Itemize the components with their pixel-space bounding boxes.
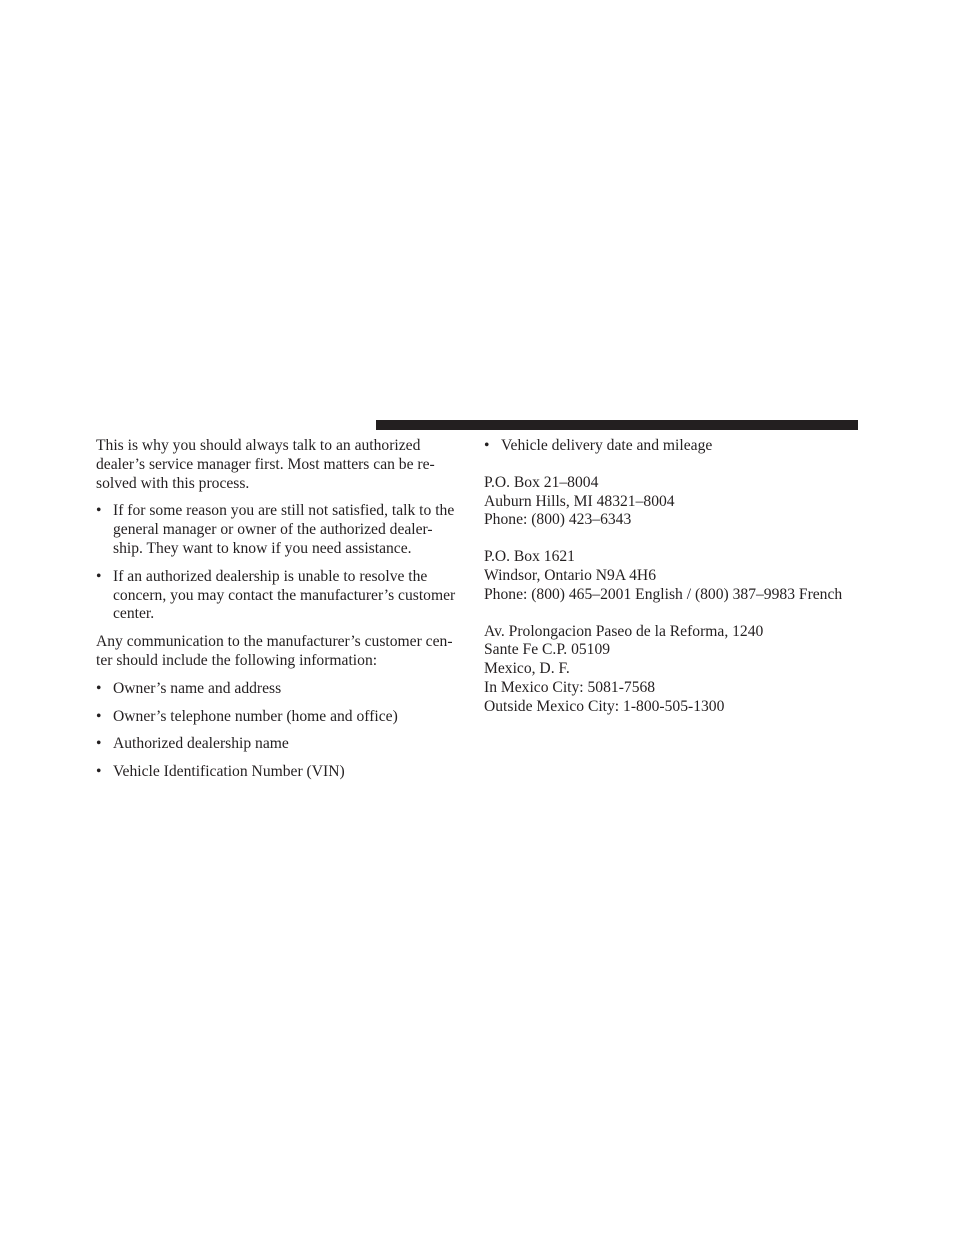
escalation-steps-list — [96, 502, 469, 624]
intro-paragraph — [96, 437, 469, 493]
list-item-text: Authorized dealership name — [113, 735, 289, 753]
required-info-list — [96, 680, 469, 782]
list-item — [96, 763, 469, 782]
address-line: P.O. Box 1621 — [484, 548, 575, 566]
address-line: Outside Mexico City: 1-800-505-1300 — [484, 697, 725, 715]
address-block — [484, 474, 864, 530]
list-item — [96, 735, 469, 754]
address-line: Sante Fe C.P. 05109 — [484, 641, 611, 659]
list-item-line: concern, you may contact the manufacturer’s customer — [113, 586, 456, 604]
bullet-icon: • — [96, 707, 102, 725]
list-item-text: Owner’s telephone number (home and office) — [113, 707, 398, 725]
bullet-icon: • — [96, 567, 102, 585]
address-line: Av. Prolongacion Paseo de la Reforma, 1240 — [484, 622, 764, 640]
communication-line: ter should include the following information: — [96, 651, 378, 669]
list-item-line: If an authorized dealership is unable to resolve the — [113, 567, 428, 585]
list-item — [96, 680, 469, 699]
intro-line: solved with this process. — [96, 474, 250, 492]
address-line: In Mexico City: 5081-7568 — [484, 678, 656, 696]
bullet-icon: • — [484, 437, 490, 454]
list-item-text: Vehicle delivery date and mileage — [501, 437, 713, 454]
address-line: Phone: (800) 423–6343 — [484, 511, 632, 529]
list-item-text: Vehicle Identification Number (VIN) — [113, 763, 345, 781]
intro-line: dealer’s service manager first. Most matters can be re- — [96, 455, 435, 473]
bullet-icon: • — [96, 502, 102, 520]
bullet-icon: • — [96, 735, 102, 753]
communication-paragraph — [96, 633, 469, 671]
list-item — [96, 502, 469, 558]
list-item — [96, 708, 469, 727]
list-item-line: center. — [113, 605, 155, 623]
communication-line: Any communication to the manufacturer’s customer cen- — [96, 633, 453, 651]
address-block — [484, 623, 864, 717]
intro-line: This is why you should always talk to an authorized — [96, 437, 421, 454]
bullet-icon: • — [96, 763, 102, 781]
right-column — [484, 437, 864, 717]
address-line: P.O. Box 21–8004 — [484, 473, 599, 491]
list-item — [96, 568, 469, 624]
required-info-list-continued — [484, 437, 864, 456]
address-line: Auburn Hills, MI 48321–8004 — [484, 492, 675, 510]
address-line: Mexico, D. F. — [484, 660, 570, 678]
list-item — [484, 437, 864, 456]
list-item-text: Owner’s name and address — [113, 679, 282, 697]
list-item-line: If for some reason you are still not satisfied, talk to the — [113, 502, 455, 520]
section-header-bar — [376, 420, 858, 430]
bullet-icon: • — [96, 679, 102, 697]
address-line: Windsor, Ontario N9A 4H6 — [484, 566, 656, 584]
left-column — [96, 437, 469, 782]
list-item-line: general manager or owner of the authorized dealer- — [113, 521, 433, 539]
address-block — [484, 548, 864, 604]
list-item-line: ship. They want to know if you need assistance. — [113, 539, 412, 557]
address-line: Phone: (800) 465–2001 English / (800) 387–9983 French — [484, 585, 843, 603]
